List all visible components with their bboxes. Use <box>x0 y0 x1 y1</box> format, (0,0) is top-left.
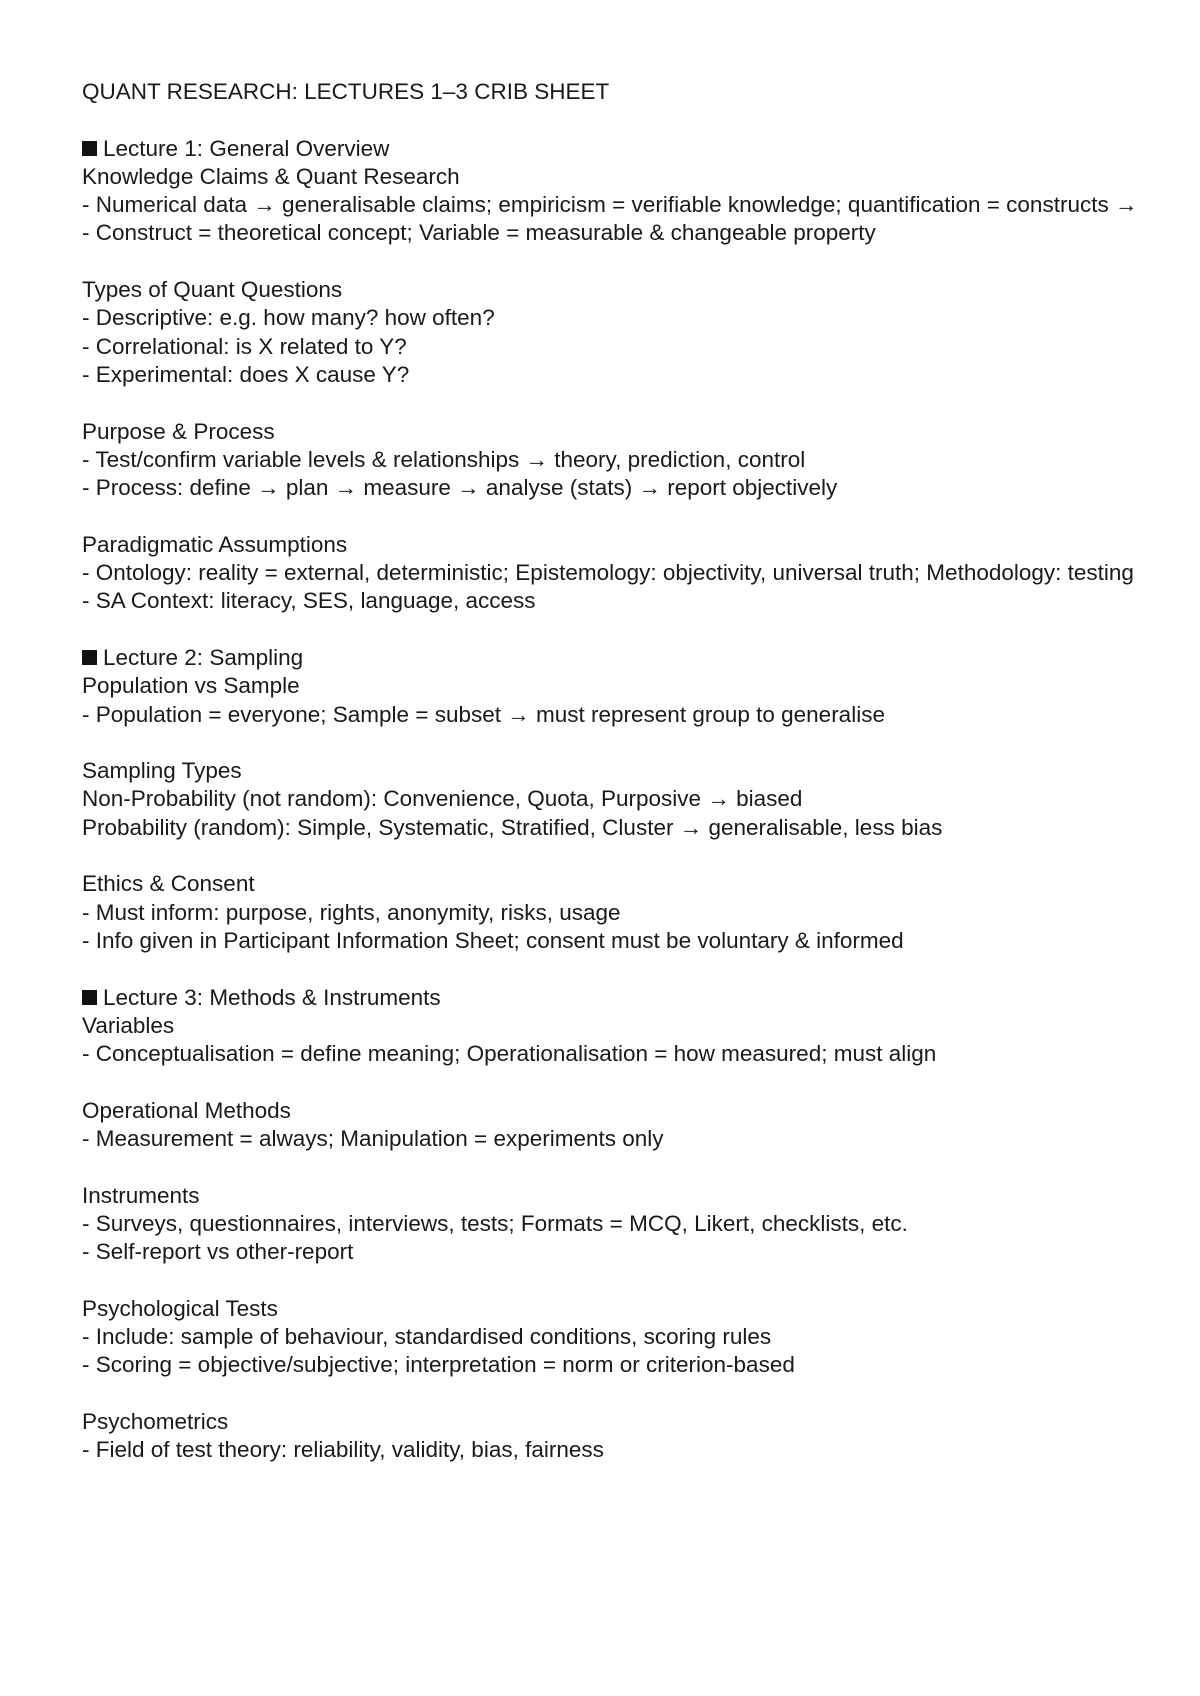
spacer <box>82 502 1200 530</box>
section-title: Psychological Tests <box>82 1295 278 1321</box>
bullet-line: - Must inform: purpose, rights, anonymity, risks, usage <box>82 899 621 925</box>
section-title: Psychometrics <box>82 1408 229 1434</box>
spacer <box>82 1068 1200 1096</box>
bullet-line: - Test/confirm variable levels & relationships → theory, prediction, control <box>82 446 806 472</box>
square-bullet-icon <box>82 990 97 1005</box>
lecture-2-heading-text: Lecture 2: Sampling <box>103 644 304 670</box>
document-title: QUANT RESEARCH: LECTURES 1–3 CRIB SHEET <box>82 79 610 104</box>
bullet-line: - Experimental: does X cause Y? <box>82 361 410 387</box>
bullet-line: - Ontology: reality = external, deterministic; Epistemology: objectivity, universal truth; Methodology: testing <box>82 560 1134 586</box>
spacer <box>82 616 1200 644</box>
bullet-line: - Conceptualisation = define meaning; Operationalisation = how measured; must align <box>82 1041 937 1067</box>
section-title: Purpose & Process <box>82 418 275 444</box>
lecture-1-heading <box>82 135 1200 163</box>
section-title: Ethics & Consent <box>82 871 255 897</box>
bullet-line: Probability (random): Simple, Systematic, Stratified, Cluster → generalisable, less bias <box>82 814 943 840</box>
lecture-2-heading <box>82 644 1200 672</box>
section-title: Operational Methods <box>82 1097 291 1123</box>
section-title: Variables <box>82 1012 175 1038</box>
bullet-line: - Numerical data → generalisable claims; empiricism = verifiable knowledge; quantification = constructs → <box>82 192 1138 218</box>
spacer <box>82 106 1200 134</box>
bullet-line: - Correlational: is X related to Y? <box>82 333 407 359</box>
bullet-line: - Include: sample of behaviour, standardised conditions, scoring rules <box>82 1324 772 1350</box>
bullet-line: - Process: define → plan → measure → analyse (stats) → report objectively <box>82 475 838 501</box>
section-title: Knowledge Claims & Quant Research <box>82 163 460 189</box>
section-title: Types of Quant Questions <box>82 277 343 303</box>
spacer <box>82 729 1200 757</box>
bullet-line: - SA Context: literacy, SES, language, access <box>82 588 536 614</box>
section-title: Sampling Types <box>82 758 242 784</box>
bullet-line: - Descriptive: e.g. how many? how often? <box>82 305 495 331</box>
spacer <box>82 1153 1200 1181</box>
square-bullet-icon <box>82 650 97 665</box>
bullet-line: - Surveys, questionnaires, interviews, tests; Formats = MCQ, Likert, checklists, etc. <box>82 1210 908 1236</box>
square-bullet-icon <box>82 141 97 156</box>
spacer <box>82 389 1200 417</box>
spacer <box>82 1380 1200 1408</box>
bullet-line: Non-Probability (not random): Convenience, Quota, Purposive → biased <box>82 786 803 812</box>
section-title: Instruments <box>82 1182 200 1208</box>
section-title: Paradigmatic Assumptions <box>82 531 348 557</box>
bullet-line: - Population = everyone; Sample = subset → must represent group to generalise <box>82 701 885 727</box>
lecture-1-heading-text: Lecture 1: General Overview <box>103 135 390 161</box>
spacer <box>82 842 1200 870</box>
bullet-line: - Scoring = objective/subjective; interpretation = norm or criterion-based <box>82 1352 795 1378</box>
bullet-line: - Self-report vs other-report <box>82 1239 354 1265</box>
spacer <box>82 1266 1200 1294</box>
spacer <box>82 248 1200 276</box>
lecture-3-heading-text: Lecture 3: Methods & Instruments <box>103 984 441 1010</box>
bullet-line: - Measurement = always; Manipulation = experiments only <box>82 1125 664 1151</box>
section-title: Population vs Sample <box>82 673 300 699</box>
spacer <box>82 955 1200 983</box>
bullet-line: - Info given in Participant Information Sheet; consent must be voluntary & informed <box>82 927 904 953</box>
lecture-3-heading <box>82 984 1200 1012</box>
document-page <box>82 78 1200 1465</box>
bullet-line: - Construct = theoretical concept; Variable = measurable & changeable property <box>82 220 876 246</box>
bullet-line: - Field of test theory: reliability, validity, bias, fairness <box>82 1437 604 1463</box>
